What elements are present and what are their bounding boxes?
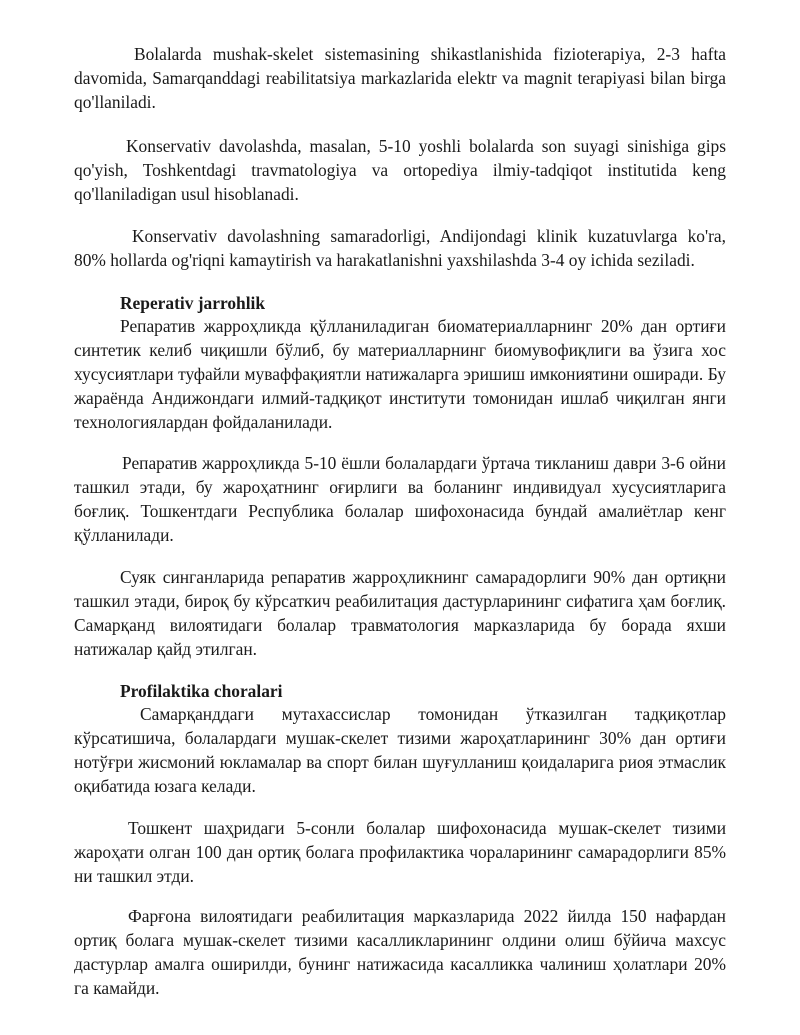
paragraph-reparative-biomaterials: Репаратив жарроҳликда қўлланиладиган биоматериалларнинг 20% дан ортиғи синтетик келиб чиқишли бўлиб, бу материалларнинг биомувофиқлиги ва ўзига хос хусусиятлари туфайли муваффақиятли натижаларга эришиш имкониятини оширади. Бу жараёнда Андижондаги илмий-тадқиқот институти томонидан ишлаб чиқилган янги технологиялардан фойдаланилади. — [74, 316, 726, 432]
section-heading-reparative-surgery: Reperativ jarrohlik — [120, 293, 266, 313]
paragraph-reparative-efficiency: Суяк синганларида репаратив жарроҳликнинг самарадорлиги 90% дан ортиқни ташкил этади, бироқ бу кўрсаткич реабилитация дастурларининг сифатига ҳам боғлиқ. Самарқанд вилоятидаги болалар травматология марказларида бу борада яхши натижалар қайд этилган. — [74, 567, 726, 659]
paragraph-reparative-recovery: Репаратив жарроҳликда 5-10 ёшли болалардаги ўртача тикланиш даври 3-6 ойни ташкил этади, бу жароҳатнинг оғирлиги ва боланинг индивидуал хусусиятларига боғлиқ. Тошкентдаги Республика болалар шифохонасида бундай амалиётлар кенг қўлланилади. — [74, 453, 726, 545]
paragraph-conservative-treatment: Konservativ davolashda, masalan, 5-10 yoshli bolalarda son suyagi sinishiga gips qo'yish, Toshkentdagi travmatologiya va ortopediya ilmiy-tadqiqot institutida keng qo'llaniladigan usul hisoblanadi. — [74, 136, 726, 204]
paragraph-prophylaxis-hospital: Тошкент шаҳридаги 5-сонли болалар шифохонасида мушак-скелет тизими жароҳати олган 100 дан ортиқ болага профилактика чораларининг самарадорлиги 85% ни ташкил этди. — [74, 818, 726, 886]
section-heading-prophylaxis: Profilaktika choralari — [120, 681, 283, 701]
paragraph-physiotherapy: Bolalarda mushak-skelet sistemasining shikastlanishida fizioterapiya, 2-3 hafta davomida, Samarqanddagi reabilitatsiya markazlarida elektr va magnit terapiyasi bilan birga qo'llaniladi. — [74, 44, 726, 112]
paragraph-conservative-efficiency: Konservativ davolashning samaradorligi, Andijondagi klinik kuzatuvlarga ko'ra, 80% hollarda og'riqni kamaytirish va harakatlanishni yaxshilashda 3-4 oy ichida seziladi. — [74, 226, 726, 270]
paragraph-prophylaxis-fergana: Фарғона вилоятидаги реабилитация марказларида 2022 йилда 150 нафардан ортиқ болага мушак-скелет тизими касалликларининг олдини олиш бўйича махсус дастурлар амалга оширилди, бунинг натижасида касалликка чалиниш ҳолатлари 20% га камайди. — [74, 906, 726, 998]
paragraph-prophylaxis-research: Самарқанддаги мутахассислар томонидан ўтказилган тадқиқотлар кўрсатишича, болалардаги мушак-скелет тизими жароҳатларининг 30% дан ортиғи нотўғри жисмоний юкламалар ва спорт билан шуғулланиш қоидаларига риоя этмаслик оқибатида юзага келади. — [74, 704, 726, 796]
